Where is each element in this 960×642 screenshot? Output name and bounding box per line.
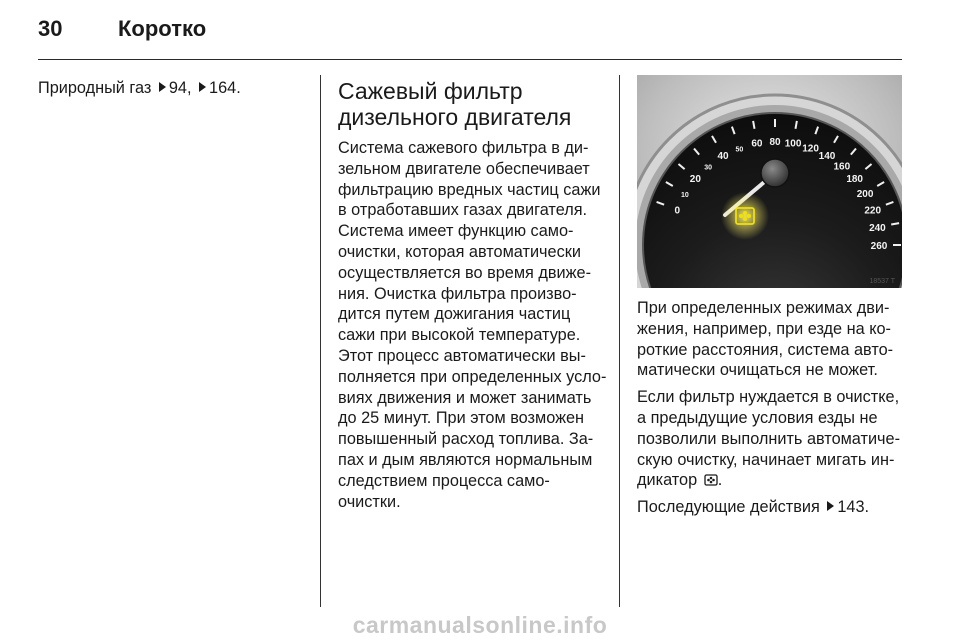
header-rule bbox=[38, 59, 902, 60]
next-steps-paragraph bbox=[637, 497, 907, 518]
column-divider-right bbox=[619, 75, 620, 607]
speed-tick-mark bbox=[753, 121, 754, 129]
column-divider-left bbox=[320, 75, 321, 607]
next-steps-text: Последующие действия bbox=[637, 498, 820, 517]
indicator-paragraph-end: . bbox=[717, 471, 723, 490]
speed-tick-label: 140 bbox=[818, 150, 836, 162]
reference-arrow-icon bbox=[199, 82, 206, 92]
speedometer-illustration bbox=[637, 75, 902, 288]
speed-tick-label: 160 bbox=[833, 161, 851, 173]
reference-arrow-icon bbox=[827, 501, 834, 511]
speed-tick-mark bbox=[891, 223, 899, 224]
column-right bbox=[637, 298, 907, 524]
column-middle bbox=[338, 78, 608, 512]
short-trips-paragraph: При определенных режимах дви-жения, например, при езде на ко-роткие расстояния, система авто-матически очищаться не может. bbox=[637, 299, 894, 380]
speed-tick-label: 180 bbox=[846, 174, 864, 186]
speed-tick-label: 50 bbox=[735, 146, 744, 154]
needle-hub bbox=[761, 159, 789, 187]
figure-code: 18537 T bbox=[869, 278, 895, 285]
natural-gas-text: Природный газ bbox=[38, 79, 152, 97]
gas-page-ref-1[interactable]: 94, bbox=[168, 79, 192, 97]
speed-tick-label: 40 bbox=[717, 150, 729, 162]
speed-tick-label: 20 bbox=[689, 174, 701, 186]
speed-tick-label: 60 bbox=[751, 138, 763, 150]
indicator-glow bbox=[721, 192, 769, 240]
watermark: carmanualsonline.info bbox=[352, 612, 608, 638]
speed-tick-label: 10 bbox=[681, 192, 689, 199]
speed-tick-label: 240 bbox=[869, 222, 886, 234]
speed-tick-label: 0 bbox=[674, 205, 681, 217]
speed-tick-mark bbox=[795, 121, 796, 129]
speed-tick-label: 30 bbox=[704, 164, 713, 172]
page-number: 30 bbox=[38, 16, 63, 41]
speed-tick-label: 100 bbox=[784, 138, 802, 150]
speed-tick-label: 120 bbox=[802, 143, 819, 155]
reference-arrow-icon bbox=[159, 82, 166, 92]
speed-tick-label: 220 bbox=[864, 205, 882, 217]
speed-tick-label: 260 bbox=[870, 241, 888, 252]
instrument-figure bbox=[637, 75, 902, 288]
indicator-paragraph bbox=[637, 387, 907, 491]
column-left bbox=[38, 78, 308, 99]
next-steps-page-ref[interactable]: 143. bbox=[837, 498, 870, 517]
speed-tick-label: 200 bbox=[856, 189, 874, 200]
dpf-description: Система сажевого фильтра в ди-зельном двигателе обеспечивает фильтрацию вредных частиц сажи в отработавших газах двигателя. Система имеет функцию само-очистки, которая автоматически осуществляется во время движе-ния. Очистка фильтра произво-дится путем дожигания частиц сажи при высокой температуре. Этот процесс автоматически вы-полняется при определенных усло-виях движения и может занимать до 25 минут. При этом возможен повышенный расход топлива. За-пах и дым являются нормальным следствием процесса само-очистки. bbox=[338, 139, 607, 511]
chapter-title: Коротко bbox=[118, 16, 207, 41]
speed-tick-label: 80 bbox=[769, 137, 781, 148]
section-title: Сажевый фильтр дизельного двигателя bbox=[338, 78, 572, 130]
dpf-symbol-icon bbox=[704, 473, 718, 487]
natural-gas-line bbox=[38, 78, 308, 99]
gas-page-ref-2[interactable]: 164. bbox=[209, 79, 241, 97]
indicator-paragraph-text: Если фильтр нуждается в очистке, а предыдущие условия езды не позволили выполнить автоматиче-скую очистку, начинает мигать ин-дикатор bbox=[637, 388, 901, 490]
